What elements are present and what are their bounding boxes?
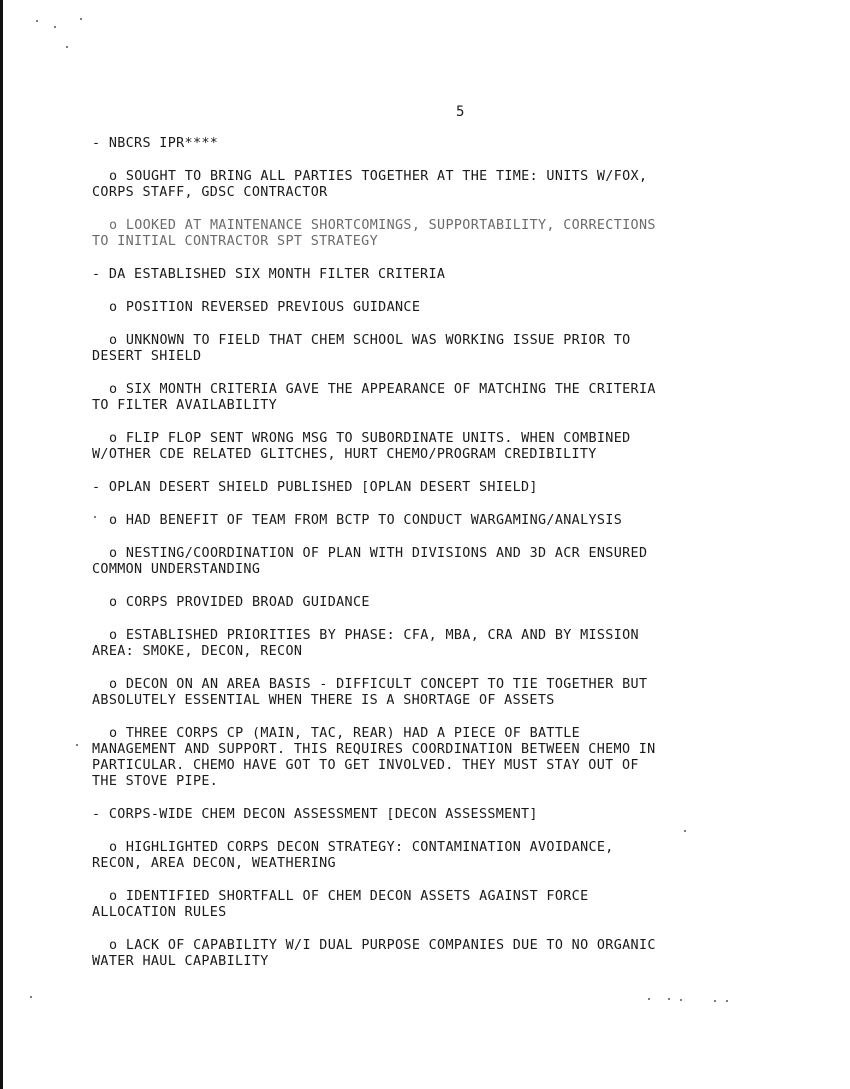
text-line: o IDENTIFIED SHORTFALL OF CHEM DECON ASSETS AGAINST FORCE [109, 889, 589, 904]
bullet-item [92, 677, 812, 709]
text-line: o CORPS PROVIDED BROAD GUIDANCE [109, 595, 370, 610]
section-heading [92, 807, 812, 823]
bullet-item [92, 726, 812, 790]
bullet-item [92, 169, 812, 201]
text-line: DESERT SHIELD [92, 349, 202, 364]
text-line: - NBCRS IPR**** [92, 136, 219, 151]
bullet-item [92, 218, 812, 250]
scan-speck [54, 26, 56, 28]
bullet-item [92, 333, 812, 365]
scan-speck [680, 999, 682, 1001]
scan-speck [30, 996, 32, 998]
text-line: CORPS STAFF, GDSC CONTRACTOR [92, 185, 328, 200]
section-heading [92, 136, 812, 152]
text-line: W/OTHER CDE RELATED GLITCHES, HURT CHEMO/PROGRAM CREDIBILITY [92, 447, 597, 462]
scan-left-edge [0, 0, 3, 1089]
scan-speck [714, 1000, 716, 1002]
bullet-item [92, 382, 812, 414]
scan-speck [36, 20, 38, 22]
text-line: o FLIP FLOP SENT WRONG MSG TO SUBORDINATE UNITS. WHEN COMBINED [109, 431, 631, 446]
text-line: o HIGHLIGHTED CORPS DECON STRATEGY: CONTAMINATION AVOIDANCE, [109, 840, 614, 855]
scan-speck [684, 830, 686, 832]
scan-speck [94, 516, 96, 518]
text-line: AREA: SMOKE, DECON, RECON [92, 644, 303, 659]
text-line: o SIX MONTH CRITERIA GAVE THE APPEARANCE OF MATCHING THE CRITERIA [109, 382, 656, 397]
section-heading [92, 267, 812, 283]
document-body [92, 136, 812, 987]
text-line: - OPLAN DESERT SHIELD PUBLISHED [OPLAN DESERT SHIELD] [92, 480, 538, 495]
page-number: 5 [456, 104, 465, 120]
scan-speck [80, 18, 82, 20]
scan-speck [76, 744, 78, 746]
scan-speck [66, 46, 68, 48]
text-line: ALLOCATION RULES [92, 905, 227, 920]
bullet-item [92, 546, 812, 578]
bullet-item [92, 628, 812, 660]
text-line: PARTICULAR. CHEMO HAVE GOT TO GET INVOLVED. THEY MUST STAY OUT OF [92, 758, 639, 773]
text-line: o POSITION REVERSED PREVIOUS GUIDANCE [109, 300, 421, 315]
text-line: o LOOKED AT MAINTENANCE SHORTCOMINGS, SUPPORTABILITY, CORRECTIONS [109, 218, 656, 233]
text-line: COMMON UNDERSTANDING [92, 562, 261, 577]
text-line: MANAGEMENT AND SUPPORT. THIS REQUIRES COORDINATION BETWEEN CHEMO IN [92, 742, 656, 757]
text-line: WATER HAUL CAPABILITY [92, 954, 269, 969]
scan-speck [726, 1000, 728, 1002]
bullet-item [92, 595, 812, 611]
scan-speck [648, 998, 650, 1000]
scan-speck [668, 998, 670, 1000]
text-line: - CORPS-WIDE CHEM DECON ASSESSMENT [DECON ASSESSMENT] [92, 807, 538, 822]
section-heading [92, 480, 812, 496]
bullet-item [92, 840, 812, 872]
text-line: o LACK OF CAPABILITY W/I DUAL PURPOSE COMPANIES DUE TO NO ORGANIC [109, 938, 656, 953]
bullet-item [92, 889, 812, 921]
text-line: o HAD BENEFIT OF TEAM FROM BCTP TO CONDUCT WARGAMING/ANALYSIS [109, 513, 623, 528]
bullet-item [92, 300, 812, 316]
text-line: TO INITIAL CONTRACTOR SPT STRATEGY [92, 234, 379, 249]
text-line: o DECON ON AN AREA BASIS - DIFFICULT CONCEPT TO TIE TOGETHER BUT [109, 677, 648, 692]
text-line: o UNKNOWN TO FIELD THAT CHEM SCHOOL WAS WORKING ISSUE PRIOR TO [109, 333, 631, 348]
bullet-item [92, 431, 812, 463]
text-line: - DA ESTABLISHED SIX MONTH FILTER CRITERIA [92, 267, 446, 282]
text-line: o NESTING/COORDINATION OF PLAN WITH DIVISIONS AND 3D ACR ENSURED [109, 546, 648, 561]
text-line: o SOUGHT TO BRING ALL PARTIES TOGETHER AT THE TIME: UNITS W/FOX, [109, 169, 648, 184]
text-line: TO FILTER AVAILABILITY [92, 398, 278, 413]
text-line: o ESTABLISHED PRIORITIES BY PHASE: CFA, MBA, CRA AND BY MISSION [109, 628, 639, 643]
text-line: ABSOLUTELY ESSENTIAL WHEN THERE IS A SHORTAGE OF ASSETS [92, 693, 555, 708]
text-line: THE STOVE PIPE. [92, 774, 219, 789]
bullet-item [92, 513, 812, 529]
bullet-item [92, 938, 812, 970]
text-line: o THREE CORPS CP (MAIN, TAC, REAR) HAD A PIECE OF BATTLE [109, 726, 581, 741]
text-line: RECON, AREA DECON, WEATHERING [92, 856, 336, 871]
